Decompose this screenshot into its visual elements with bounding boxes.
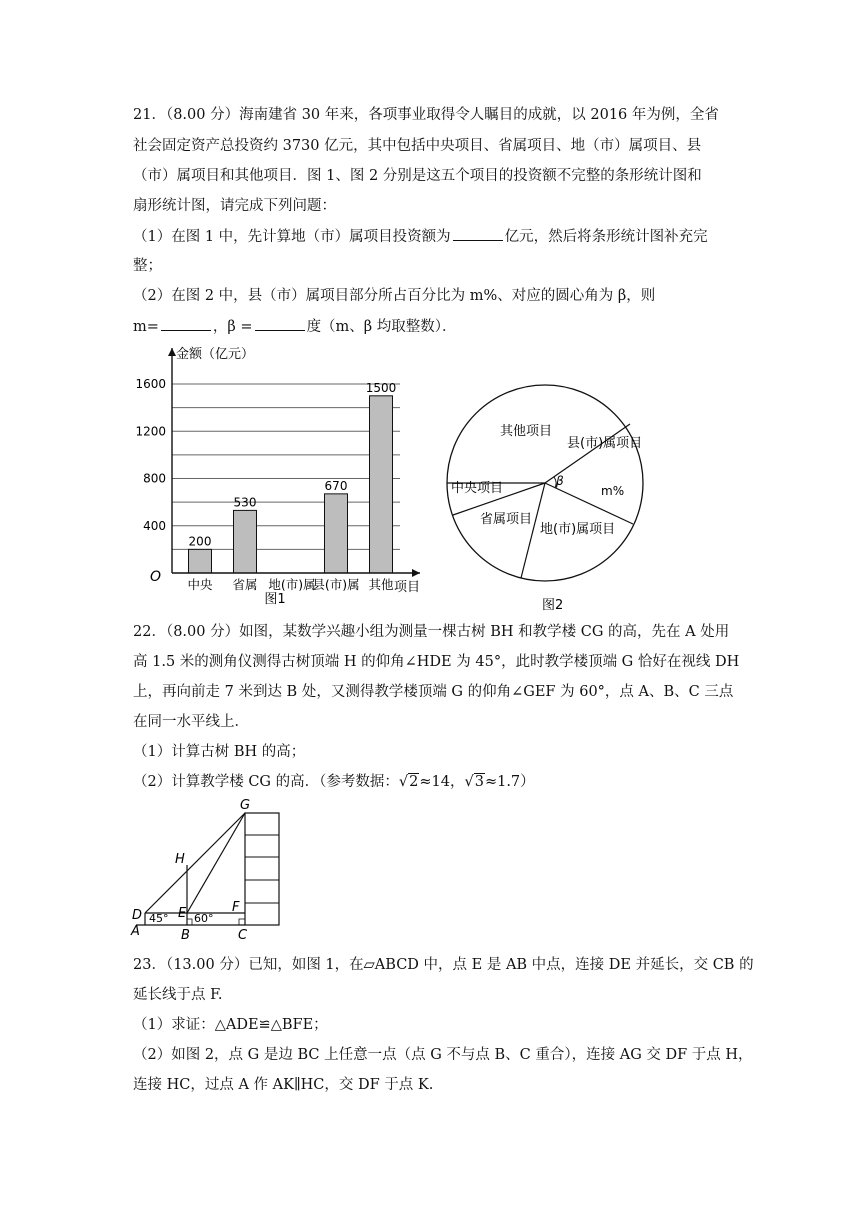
q22-part2-text-b: ≈14， — [419, 774, 465, 790]
building-rect — [245, 813, 279, 925]
q23-line-1: 23．（13.00 分）已知，如图 1，在▱ABCD 中，点 E 是 AB 中点，连接 DE 并延长，交 CB 的 — [133, 957, 754, 973]
y-tick-label: 1200 — [135, 424, 166, 439]
q21-line-1: 21．（8.00 分）海南建省 30 年来，各项事业取得令人瞩目的成就，以 2016 年为例，全省 — [133, 107, 719, 123]
x-category-label: 省属 — [232, 577, 258, 592]
pie-label-county: 县(市)属项目 — [567, 436, 643, 451]
right-angle-c — [239, 919, 245, 925]
bar-0 — [189, 549, 212, 573]
sqrt-2-value: 2 — [409, 774, 419, 790]
right-angle-b — [187, 919, 192, 925]
origin-label: O — [150, 569, 162, 585]
bar-value-label: 200 — [188, 534, 212, 549]
pie-label-other: 其他项目 — [500, 424, 553, 439]
q21-line-4: 扇形统计图，请完成下列问题： — [133, 198, 336, 214]
q22-part1: （1）计算古树 BH 的高； — [133, 744, 306, 760]
q22-line-3: 上，再向前走 7 米到达 B 处，又测得教学楼顶端 G 的仰角∠GEF 为 60°，点 A、B、C 三点 — [133, 684, 734, 700]
q21-part1 — [133, 226, 708, 247]
x-category-label: 县(市)属 — [312, 577, 360, 592]
answer-blank-1 — [453, 226, 503, 241]
bar-value-label: 530 — [233, 495, 257, 510]
pie-label-m-percent: m% — [601, 484, 625, 498]
q21-part1-text-a: （1）在图 1 中，先计算地（市）属项目投资额为 — [133, 229, 451, 245]
q21-part2-answers — [133, 316, 457, 337]
pie-chart-figure2 — [440, 375, 660, 615]
pie-label-provincial: 省属项目 — [480, 512, 533, 527]
q22-line-1: 22．（8.00 分）如图，某数学兴趣小组为测量一棵古树 BH 和教学楼 CG 的高，先在 A 处用 — [133, 624, 730, 640]
sqrt-symbol: √ — [398, 774, 409, 790]
q22-part2-text-c: ≈1.7） — [484, 774, 535, 790]
q21-beta-label: ，β = — [212, 319, 253, 335]
q23-part1: （1）求证：△ADE≌△BFE； — [133, 1017, 328, 1033]
label-F: F — [232, 900, 240, 915]
figure2-caption: 图2 — [542, 598, 564, 613]
x-axis-arrow — [412, 569, 420, 577]
x-category-label: 地(市)属 — [268, 577, 316, 592]
q22-part2-text-a: （2）计算教学楼 CG 的高．（参考数据： — [133, 774, 399, 790]
angle-60-label: 60° — [194, 912, 214, 925]
answer-blank-m — [161, 316, 211, 331]
x-category-label: 中央 — [187, 577, 213, 592]
y-axis-label: 金额（亿元） — [176, 347, 255, 362]
q21-part1-cont: 整； — [133, 258, 162, 274]
angle-45-label: 45° — [149, 912, 169, 925]
bar-3 — [325, 494, 348, 573]
sqrt-3-value: 3 — [474, 774, 484, 790]
beta-label: β — [556, 474, 564, 488]
bar-chart-figure1 — [130, 340, 450, 610]
q22-line-4: 在同一水平线上． — [133, 714, 249, 730]
label-A: A — [131, 924, 140, 939]
label-E: E — [178, 906, 187, 921]
bar-value-label: 670 — [324, 478, 348, 493]
label-D: D — [132, 908, 143, 923]
bar-value-label: 1500 — [365, 380, 397, 395]
q21-part2: （2）在图 2 中，县（市）属项目部分所占百分比为 m%、对应的圆心角为 β，则 — [133, 288, 656, 304]
figure1-caption: 图1 — [264, 592, 286, 607]
pie-label-central: 中央项目 — [451, 481, 504, 496]
x-category-label: 其他 — [368, 577, 394, 592]
y-tick-label: 400 — [143, 518, 166, 533]
q23-part2-cont: 连接 HC，过点 A 作 AK∥HC，交 DF 于点 K. — [133, 1077, 434, 1093]
y-tick-label: 1600 — [135, 377, 166, 391]
label-G: G — [240, 798, 251, 813]
y-tick-label: 800 — [143, 471, 166, 486]
q21-part1-text-b: 亿元，然后将条形统计图补充完 — [504, 229, 708, 245]
q21-part2-tail: 度（m、β 均取整数）． — [306, 319, 457, 335]
pie-label-city: 地(市)属项目 — [540, 522, 616, 537]
sight-line-dg — [145, 813, 245, 913]
bar-1 — [234, 510, 257, 573]
q22-line-2: 高 1.5 米的测角仪测得古树顶端 H 的仰角∠HDE 为 45°，此时教学楼顶端 G 恰好在视线 DH — [133, 654, 740, 670]
x-axis-label: 项目 — [393, 580, 420, 595]
bar-4 — [370, 396, 393, 573]
label-H: H — [175, 852, 185, 867]
q21-line-3: （市）属项目和其他项目．图 1、图 2 分别是这五个项目的投资额不完整的条形统计图和 — [133, 168, 702, 184]
q23-part2: （2）如图 2，点 G 是边 BC 上任意一点（点 G 不与点 B、C 重合），连接 AG 交 DF 于点 H， — [133, 1047, 753, 1063]
label-C: C — [238, 928, 248, 943]
q22-part2 — [133, 772, 535, 792]
y-axis-arrow — [168, 348, 176, 356]
q21-m-label: m= — [133, 319, 159, 335]
label-B: B — [181, 928, 190, 943]
q21-line-2: 社会固定资产总投资约 3730 亿元，其中包括中央项目、省属项目、地（市）属项目、县 — [133, 138, 702, 154]
sqrt-symbol: √ — [464, 774, 474, 790]
q23-line-2: 延长线于点 F. — [133, 987, 223, 1003]
answer-blank-beta — [255, 316, 305, 331]
geometry-figure-q22 — [128, 795, 288, 945]
